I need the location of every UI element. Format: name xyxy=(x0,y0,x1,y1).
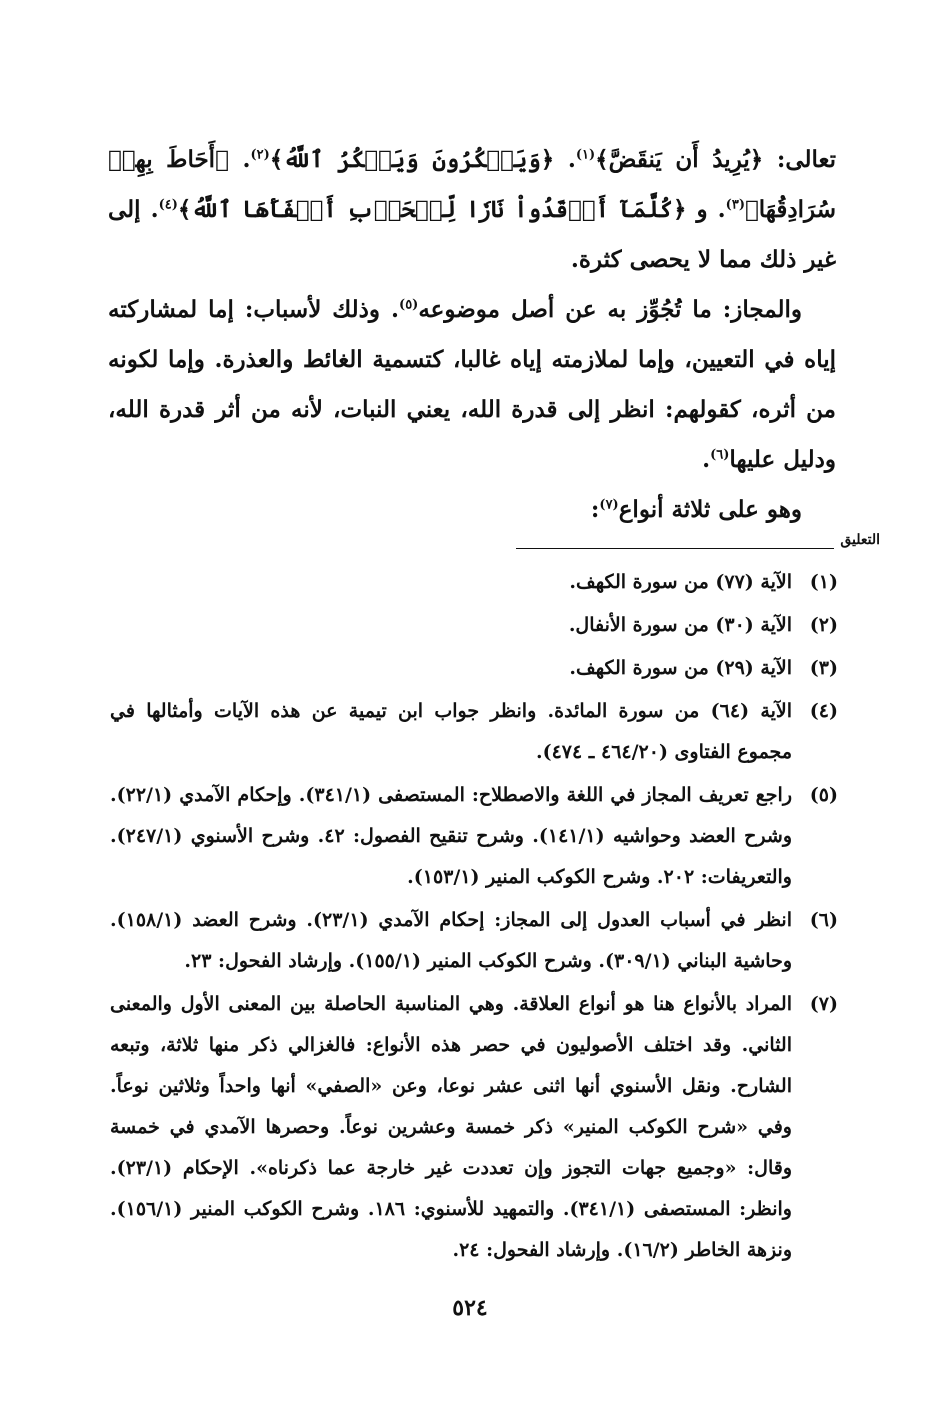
footnote-text: الآية (٦٤) من سورة المائدة. وانظر جواب ابن تيمية عن هذه الآيات وأمثالها في مجموع الفتاوى (٤٦٤/٢٠ ـ ٤٧٤). xyxy=(110,700,792,763)
page-number: ٥٢٤ xyxy=(452,1295,488,1321)
text-segment: . xyxy=(554,146,576,173)
footnote-reference: (٦) xyxy=(710,447,730,463)
quran-verse: ﴿يُرِيدُ أَن يَنقَضَّ﴾ xyxy=(595,146,764,173)
footnote-reference: (١) xyxy=(575,147,596,163)
footnote-4 xyxy=(110,691,838,773)
footnote-reference: (٤) xyxy=(158,197,178,213)
footnote-number: (٤) xyxy=(809,700,838,722)
text-segment: . وذلك لأسباب: إما لمشاركته إياه في التعيين، وإما لملازمته إياه غالبا، كتسمية الغائط والعذرة. وإما لكونه من أثره، كقولهم: انظر إلى قدرة الله، يعني النبات، لأنه من أثر قدرة الله، ودليل عليها xyxy=(108,296,836,473)
footnote-number: (١) xyxy=(809,571,838,593)
footnote-number: (٧) xyxy=(809,993,838,1015)
text-segment: تعالى: xyxy=(763,146,837,173)
footnote-number: (٥) xyxy=(809,784,838,806)
footnote-3 xyxy=(110,648,838,689)
footnote-number: (٦) xyxy=(809,909,838,931)
footnote-1 xyxy=(110,562,838,603)
footnote-text: الآية (٧٧) من سورة الكهف. xyxy=(569,571,792,593)
text-segment: : xyxy=(590,496,600,523)
paragraph-3 xyxy=(108,485,836,535)
footnote-6 xyxy=(110,900,838,982)
quran-verse: ﴿أَحَاطَ بِهِمۡ سُرَادِقُهَا﴾ xyxy=(108,146,836,223)
text-segment: . إلى غير ذلك مما لا يحصى كثرة. xyxy=(108,196,836,273)
footnote-2 xyxy=(110,605,838,646)
defined-term: والمجاز xyxy=(731,296,802,323)
footnote-text: راجع تعريف المجاز في اللغة والاصطلاح: المستصفى (٣٤١/١). وإحكام الآمدي (٢٢/١). وشرح العضد وحواشيه (١٤١/١). وشرح تنقيح الفصول: ٤٢. وشرح الأسنوي (٢٤٧/١). والتعريفات: ٢٠٢. وشرح الكوكب المنير (١٥٣/١). xyxy=(110,784,792,888)
footnote-text: المراد بالأنواع هنا هو أنواع العلاقة. وهي المناسبة الحاصلة بين المعنى الأول والمعنى الثاني. وقد اختلف الأصوليون في حصر هذه الأنواع: فالغزالي ذكر منها ثلاثة، وتبعه الشارح. ونقل الأسنوي أنها اثنى عشر نوعا، وعن «الصفي» أنها واحداً وثلاثين نوعاً. وفي «شرح الكوكب المنير» ذكر خمسة وعشرين نوعاً. وحصرها الآمدي في خمسة وقال: «وجميع جهات التجوز وإن تعددت غير خارجة عما ذكرناه». الإحكام (٢٣/١). وانظر: المستصفى (٣٤١/١). والتمهيد للأسنوي: ١٨٦. وشرح الكوكب المنير (١٥٦/١). ونزهة الخاطر (١٦/٢). وإرشاد الفحول: ٢٤. xyxy=(110,993,792,1261)
paragraph-2 xyxy=(108,285,836,485)
footnote-text: الآية (٢٩) من سورة الكهف. xyxy=(569,657,792,679)
footnotes xyxy=(110,562,838,1273)
text-segment: . xyxy=(228,146,251,173)
quran-verse: ﴿كُلَّمَآ أَوۡقَدُواْ نَارٗا لِّلۡحَرۡبِ أَطۡفَأَهَا ٱللَّهُ﴾ xyxy=(177,196,687,223)
footnotes-label: التعليق xyxy=(840,532,880,548)
text-segment: . و xyxy=(686,196,726,223)
paragraph-1 xyxy=(108,135,836,285)
text-segment: . xyxy=(702,446,711,473)
footnote-text: انظر في أسباب العدول إلى المجاز: إحكام الآمدي (٢٣/١). وشرح العضد (١٥٨/١). وحاشية البناني (٣٠٩/١). وشرح الكوكب المنير (١٥٥/١). وإرشاد الفحول: ٢٣. xyxy=(110,909,793,972)
quran-verse: ﴿وَيَمۡكُرُونَ وَيَمۡكُرُ ٱللَّهُ﴾ xyxy=(269,146,555,173)
footnote-number: (٣) xyxy=(809,657,838,679)
footnote-reference: (٧) xyxy=(599,497,619,513)
footnote-7 xyxy=(110,984,838,1271)
footnote-5 xyxy=(110,775,838,898)
footnote-number: (٢) xyxy=(809,614,838,636)
main-text xyxy=(108,135,836,535)
footnote-reference: (٣) xyxy=(725,197,745,213)
text-segment: وهو على ثلاثة أنواع xyxy=(618,496,802,523)
footnote-reference: (٢) xyxy=(250,147,270,163)
footnote-text: الآية (٣٠) من سورة الأنفال. xyxy=(568,614,792,636)
text-segment: : ما تُجُوِّز به عن أصل موضوعه xyxy=(418,296,732,323)
footnotes-divider xyxy=(516,548,834,549)
footnote-reference: (٥) xyxy=(399,297,419,313)
